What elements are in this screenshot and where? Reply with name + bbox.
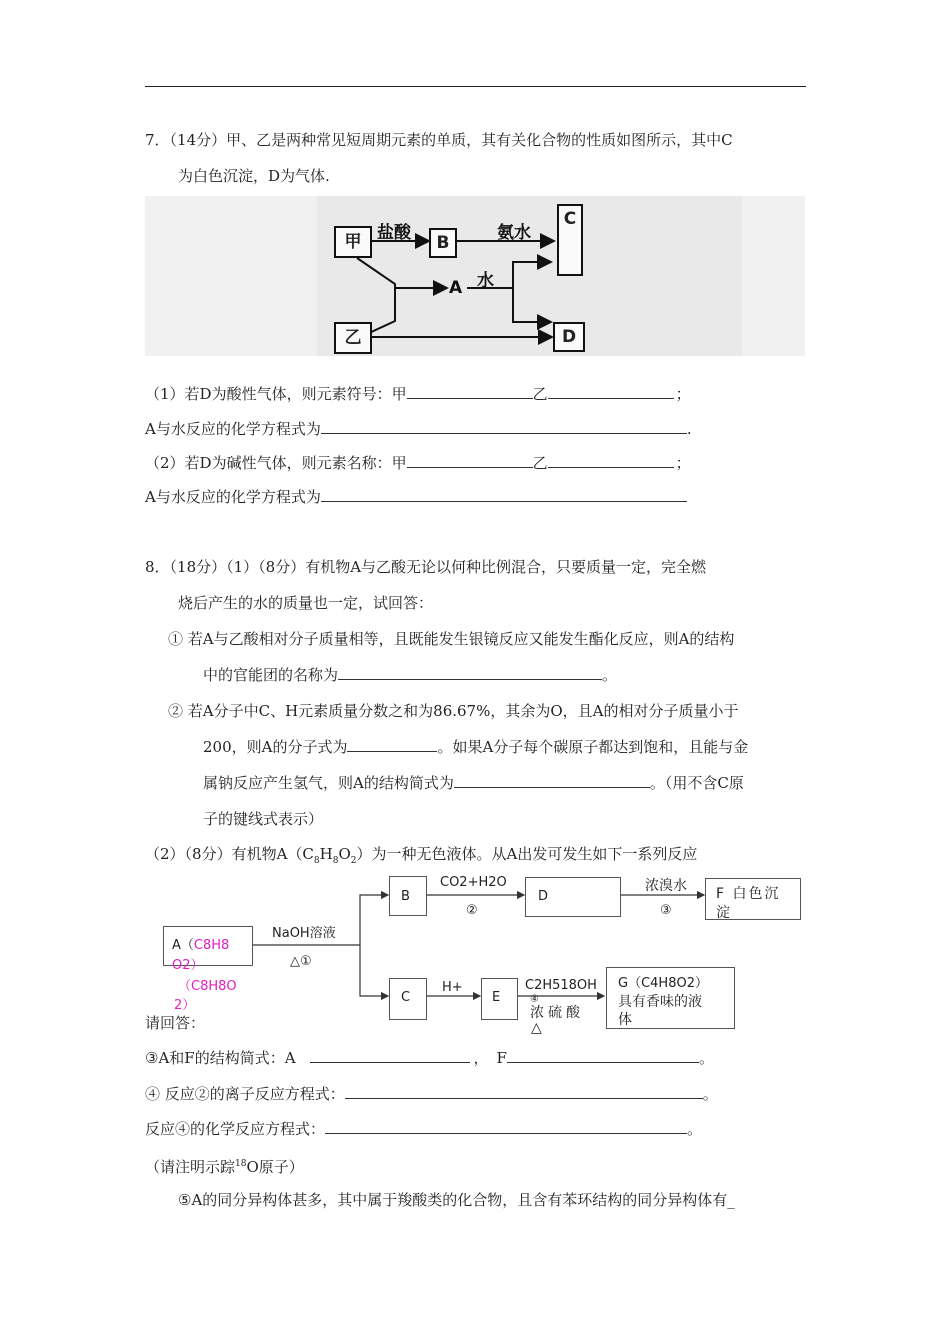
- q8-q4b: [145, 1119, 702, 1139]
- scheme-step3: ③: [660, 903, 672, 918]
- q8-q4b-end: 。: [687, 1120, 703, 1138]
- q7-line2: 为白色沉淀，D为气体.: [178, 167, 330, 185]
- q8-p2-c: O: [338, 845, 351, 863]
- q7-p2-eq-text: A与水反应的化学方程式为: [145, 488, 321, 506]
- q7-line1: 7．（14分）甲、乙是两种常见短周期元素的单质，其有关化合物的性质如图所示，其中C: [145, 131, 733, 149]
- q8-q3-blank-f[interactable]: [507, 1048, 699, 1063]
- scheme-c: C: [401, 990, 411, 1005]
- q8-note-a: （请注明示踪: [145, 1158, 236, 1176]
- q8-s2-line3: [203, 773, 744, 793]
- q8-q3-comma: ，: [473, 1049, 489, 1067]
- q8-q3-end: 。: [698, 1049, 714, 1067]
- q8-line2: 烧后产生的水的质量也一定，试回答：: [178, 594, 434, 612]
- scheme-bromine: 浓溴水: [645, 878, 687, 894]
- q7-p2-yi: 乙: [532, 454, 548, 472]
- scheme-f2: 淀: [716, 905, 730, 921]
- q8-p2-sub1: 8: [313, 856, 320, 866]
- q8-s1-line1: ① 若A与乙酸相对分子质量相等，且既能发生银镜反应又能发生酯化反应，则A的结构: [168, 630, 735, 648]
- q7-figure: [145, 196, 805, 356]
- scheme-b: B: [401, 889, 410, 904]
- box-yi: 乙: [334, 322, 372, 354]
- scheme-d: D: [538, 889, 549, 904]
- q8-p2-sub2: 8: [332, 856, 339, 866]
- label-ammonia: 氨水: [497, 223, 531, 243]
- q8-ask: 请回答：: [145, 1014, 206, 1032]
- q7-p1-text: （1）若D为酸性气体，则元素符号：甲: [145, 385, 407, 403]
- q8-p2-b: H: [319, 845, 333, 863]
- scheme-g2: 具有香味的液: [618, 994, 702, 1010]
- scheme-step4: ④: [530, 994, 539, 1005]
- q7-part2: [145, 453, 691, 473]
- reaction-scheme-arrows: [0, 868, 950, 1038]
- scheme-heat: △: [531, 1020, 542, 1036]
- q8-p2-a: （2）（8分）有机物A（C: [145, 845, 314, 863]
- q8-q3: [145, 1048, 714, 1068]
- q8-p2-sub3: 2: [350, 856, 357, 866]
- q8-q3-blank-a[interactable]: [310, 1048, 470, 1063]
- scheme-a-formula1: C8H8: [193, 938, 230, 953]
- q8-s2-line1: ② 若A分子中C、H元素质量分数之和为86.67%，其余为O，且A的相对分子质量小于: [168, 702, 739, 720]
- q8-s1-text: 中的官能团的名称为: [203, 666, 339, 684]
- q7-p2-blank-jia[interactable]: [407, 453, 533, 468]
- q7-part1-eq: [145, 419, 692, 439]
- q8-note-sup: 18: [235, 1159, 247, 1169]
- q7-p2-eq-blank[interactable]: [321, 487, 687, 502]
- scheme-e: E: [492, 990, 501, 1005]
- scheme-step1: △①: [290, 954, 312, 969]
- scheme-acid: 浓硫酸: [530, 1005, 584, 1021]
- q8-s2-blank-formula[interactable]: [347, 737, 437, 752]
- scheme-g1: G（C4H8O2）: [618, 976, 708, 991]
- q7-p1-eq-text: A与水反应的化学方程式为: [145, 420, 321, 438]
- q7-p1-blank-jia[interactable]: [407, 384, 533, 399]
- q7-part2-eq: [145, 487, 687, 507]
- q7-p2-end: ；: [675, 454, 691, 472]
- scheme-step2: ②: [466, 903, 478, 918]
- scheme-naoh: NaOH溶液: [272, 926, 336, 941]
- q8-q4-end: 。: [702, 1085, 718, 1103]
- box-b: B: [429, 228, 457, 258]
- scheme-f1: F 白色沉: [716, 886, 781, 902]
- box-jia: 甲: [334, 226, 372, 258]
- q7-p1-yi: 乙: [532, 385, 548, 403]
- q7-p2-blank-yi[interactable]: [548, 453, 674, 468]
- scheme-a-label: [172, 934, 229, 953]
- q8-s2-text-a: 200，则A的分子式为: [203, 738, 348, 756]
- scheme-ethanol: C2H518OH: [525, 978, 597, 993]
- q8-q4b-blank[interactable]: [325, 1119, 687, 1134]
- q8-p2-d: ）为一种无色液体。从A出发可发生如下一系列反应: [356, 845, 698, 863]
- q7-figure-inner: [317, 196, 742, 356]
- q8-s1-line2: [203, 665, 617, 685]
- q8-s2-line4: 子的键线式表示）: [203, 810, 324, 828]
- q8-s1-blank[interactable]: [338, 665, 602, 680]
- q7-p2-text: （2）若D为碱性气体，则元素名称：甲: [145, 454, 407, 472]
- q8-q5: ⑤A的同分异构体甚多，其中属于羧酸类的化合物，且含有苯环结构的同分异构体有_: [178, 1191, 735, 1209]
- scheme-a-extra1: （C8H8O: [178, 979, 237, 994]
- q8-note-b: O原子）: [246, 1158, 304, 1176]
- q7-part1: [145, 384, 691, 404]
- q7-p1-end: ；: [675, 385, 691, 403]
- q8-s2-text-c: 属钠反应产生氢气，则A的结构简式为: [203, 774, 454, 792]
- q8-s2-text-b: 。如果A分子每个碳原子都达到饱和，且能与金: [437, 738, 749, 756]
- q8-q3-f: F: [496, 1049, 507, 1067]
- q8-s2-text-d: 。（用不含C原: [649, 774, 744, 792]
- scheme-a-extra2: 2）: [174, 998, 196, 1013]
- q8-q3-a: ③A和F的结构简式：A: [145, 1049, 296, 1067]
- q8-part2-intro: [145, 844, 697, 871]
- header-rule: [145, 86, 806, 87]
- scheme-g3: 体: [618, 1012, 632, 1028]
- q7-p1-blank-yi[interactable]: [548, 384, 674, 399]
- label-water: 水: [477, 271, 494, 291]
- q8-note: [145, 1154, 304, 1177]
- scheme-a-prefix: A（: [172, 938, 194, 953]
- q8-q4: [145, 1084, 718, 1104]
- q8-q4b-text: 反应④的化学反应方程式：: [145, 1120, 326, 1138]
- scheme-co2: CO2+H2O: [440, 875, 507, 890]
- scheme-a-formula2: O2）: [172, 958, 204, 973]
- box-c: C: [557, 204, 583, 276]
- scheme-hplus: H+: [442, 980, 463, 995]
- box-d: D: [553, 322, 585, 352]
- q8-s2-line2: [203, 737, 748, 757]
- label-a: A: [449, 278, 463, 298]
- q8-s1-end: 。: [602, 666, 618, 684]
- q7-p1-eq-blank[interactable]: [321, 419, 687, 434]
- label-hcl: 盐酸: [377, 223, 411, 243]
- q8-s2-blank-structure[interactable]: [454, 773, 650, 788]
- q8-q4-blank[interactable]: [345, 1084, 703, 1099]
- q8-line1: 8．（18分）（1）（8分）有机物A与乙酸无论以何种比例混合，只要质量一定，完全燃: [145, 558, 707, 576]
- q7-p1-eq-end: .: [686, 420, 692, 438]
- q8-q4-text: ④ 反应②的离子反应方程式：: [145, 1085, 345, 1103]
